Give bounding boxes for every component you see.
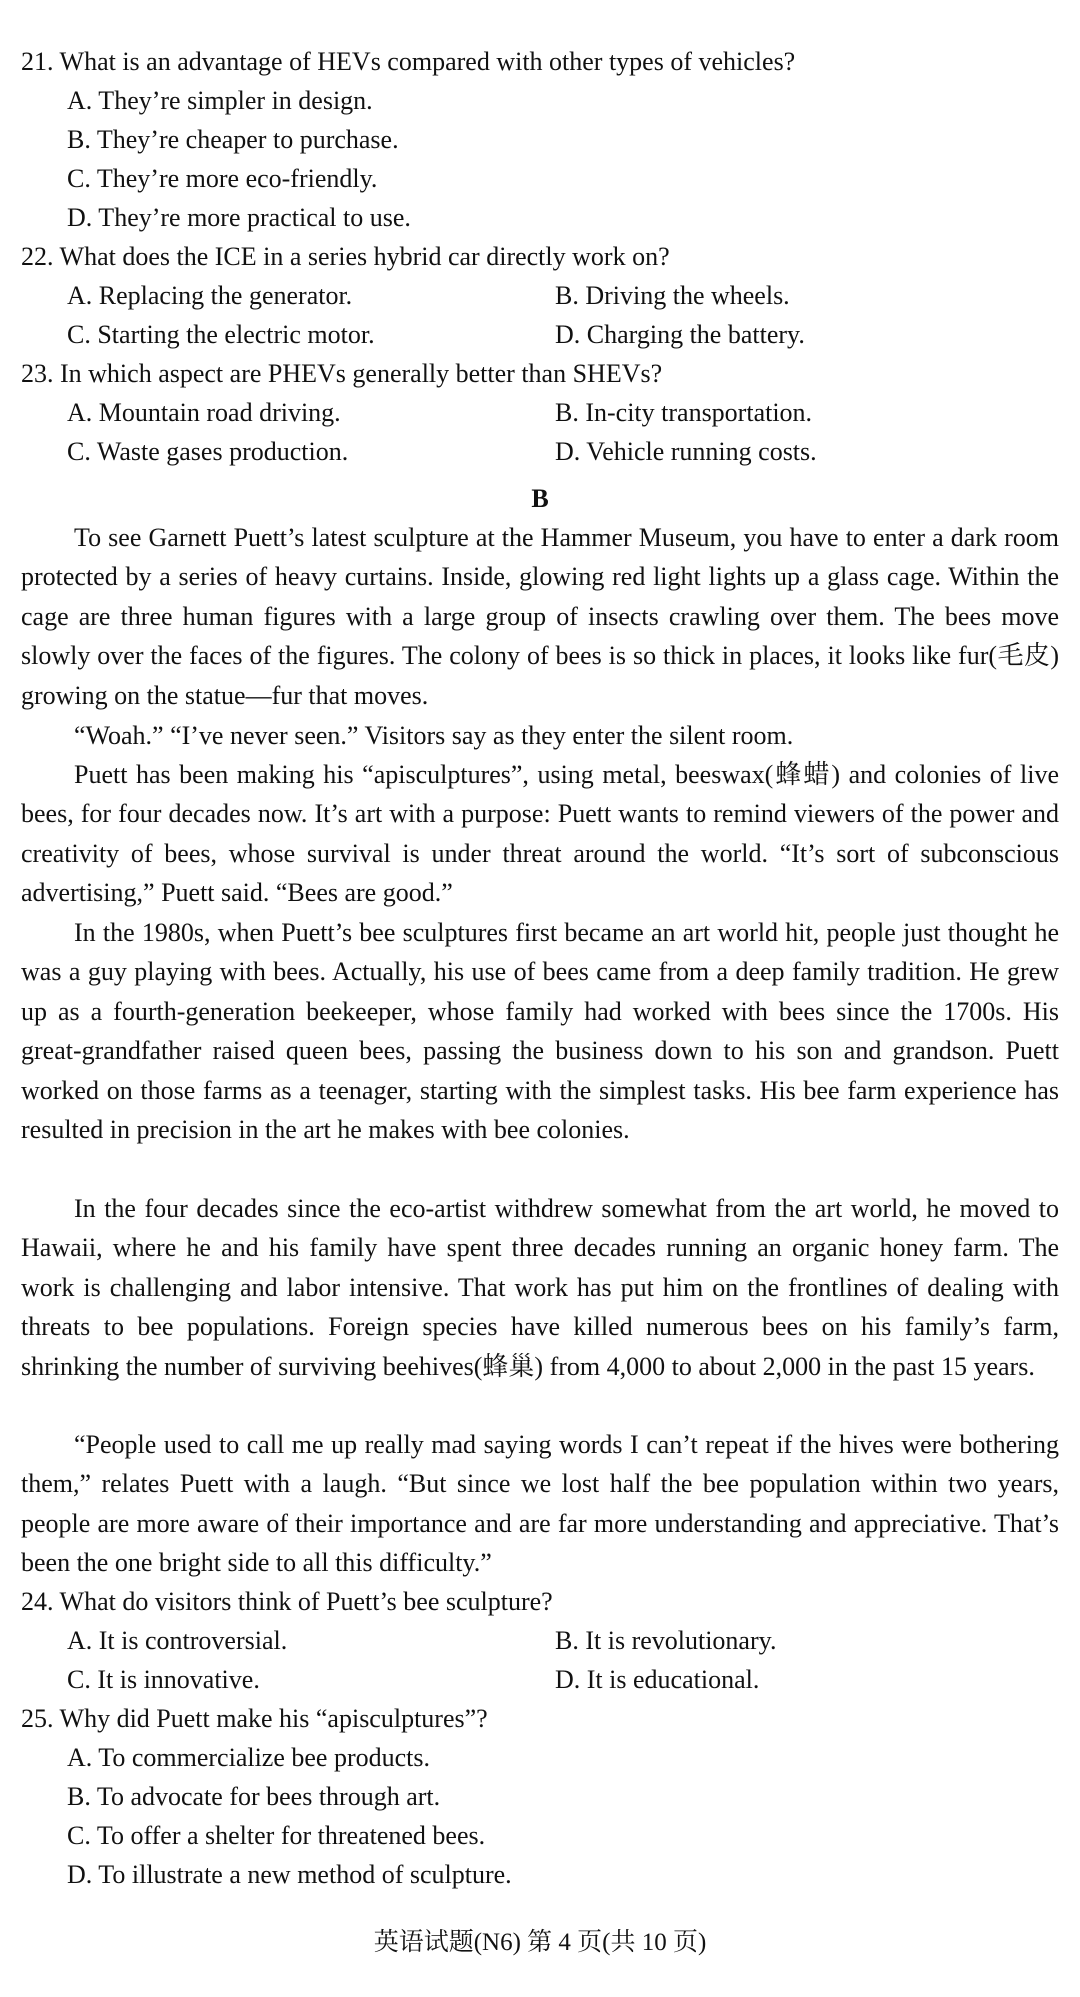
passage-paragraph-3: Puett has been making his “apisculptures”, using metal, beeswax(蜂蜡) and colonies of live bees, for four decades now. It’s art with a purpose: Puett wants to remind viewers of the power and creativity of bees, whose survival is under threat around the world. “It’s sort of subconscious advertising,” Puett said. “Bees are good.”	[21, 760, 1059, 908]
option-21b: B. They’re cheaper to purchase.	[67, 125, 399, 154]
option-21d: D. They’re more practical to use.	[67, 203, 411, 232]
option-22b: B. Driving the wheels.	[555, 281, 790, 310]
option-25a: A. To commercialize bee products.	[67, 1743, 431, 1772]
option-23b: B. In-city transportation.	[555, 398, 813, 427]
option-24b: B. It is revolutionary.	[555, 1626, 777, 1655]
passage-paragraph-4: In the 1980s, when Puett’s bee sculptures first became an art world hit, people just thought he was a guy playing with bees. Actually, his use of bees came from a deep family tradition. He grew up as a fourth-generation beekeeper, whose family had worked with bees since the 1700s. His great-grandfather raised queen bees, passing the business down to his son and grandson. Puett worked on those farms as a teenager, starting with the simplest tasks. His bee farm experience has resulted in precision in the art he makes with bee colonies.	[21, 918, 1059, 1145]
section-heading: B	[531, 484, 549, 513]
option-22d: D. Charging the battery.	[555, 320, 805, 349]
option-24a: A. It is controversial.	[67, 1626, 288, 1655]
option-25c: C. To offer a shelter for threatened bees.	[67, 1821, 486, 1850]
question-22: 22. What does the ICE in a series hybrid car directly work on?	[21, 242, 670, 271]
option-22c: C. Starting the electric motor.	[67, 320, 375, 349]
option-24c: C. It is innovative.	[67, 1665, 260, 1694]
option-23a: A. Mountain road driving.	[67, 398, 341, 427]
option-23c: C. Waste gases production.	[67, 437, 349, 466]
passage-paragraph-6: “People used to call me up really mad saying words I can’t repeat if the hives were bothering them,” relates Puett with a laugh. “But since we lost half the bee population within two years, people are more aware of their importance and are far more understanding and appreciative. That’s been the one bright side to all this difficulty.”	[21, 1430, 1059, 1578]
option-25b: B. To advocate for bees through art.	[67, 1782, 441, 1811]
passage-paragraph-5: In the four decades since the eco-artist withdrew somewhat from the art world, he moved to Hawaii, where he and his family have spent three decades running an organic honey farm. The work is challenging and labor intensive. That work has put him on the frontlines of dealing with threats to bee populations. Foreign species have killed numerous bees on his family’s farm, shrinking the number of surviving beehives(蜂巢) from 4,000 to about 2,000 in the past 15 years.	[21, 1194, 1059, 1381]
passage-paragraph-2: “Woah.” “I’ve never seen.” Visitors say as they enter the silent room.	[74, 721, 794, 750]
option-24d: D. It is educational.	[555, 1665, 760, 1694]
question-25: 25. Why did Puett make his “apisculptures”?	[21, 1704, 488, 1733]
option-22a: A. Replacing the generator.	[67, 281, 353, 310]
page-footer: 英语试题(N6) 第 4 页(共 10 页)	[373, 1929, 707, 1956]
option-23d: D. Vehicle running costs.	[555, 437, 817, 466]
question-21: 21. What is an advantage of HEVs compared with other types of vehicles?	[21, 47, 796, 76]
question-23: 23. In which aspect are PHEVs generally better than SHEVs?	[21, 359, 663, 388]
question-24: 24. What do visitors think of Puett’s bee sculpture?	[21, 1587, 553, 1616]
passage-paragraph-1: To see Garnett Puett’s latest sculpture at the Hammer Museum, you have to enter a dark room protected by a series of heavy curtains. Inside, glowing red light lights up a glass cage. Within the cage are three human figures with a large group of insects crawling over them. The bees move slowly over the faces of the figures. The colony of bees is so thick in places, it looks like fur(毛皮) growing on the statue—fur that moves.	[21, 523, 1059, 710]
option-21c: C. They’re more eco-friendly.	[67, 164, 378, 193]
option-21a: A. They’re simpler in design.	[67, 86, 373, 115]
option-25d: D. To illustrate a new method of sculpture.	[67, 1860, 512, 1889]
